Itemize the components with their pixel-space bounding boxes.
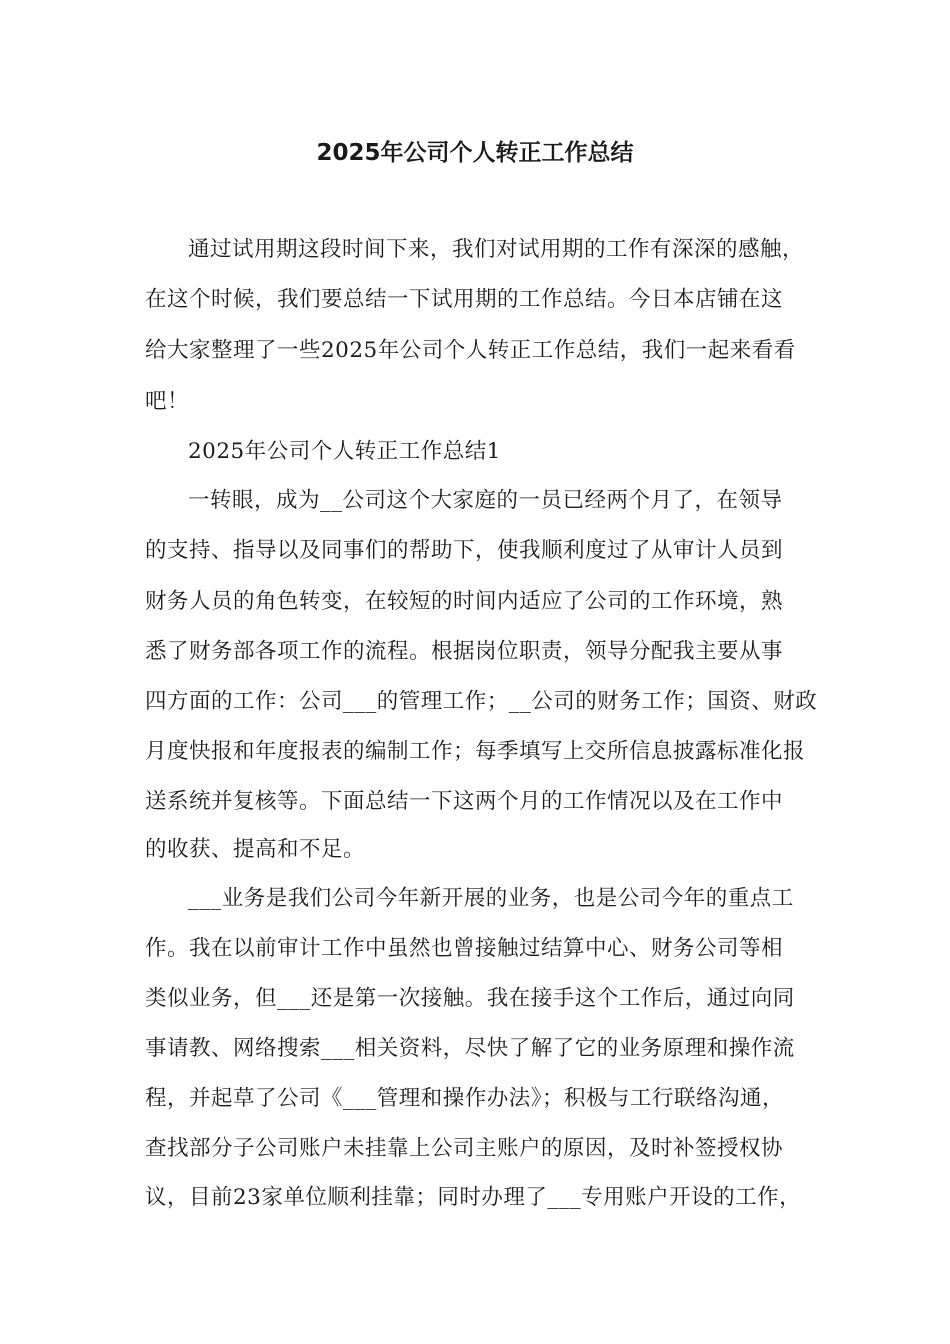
- paragraph-line: 送系统并复核等。下面总结一下这两个月的工作情况以及在工作中: [145, 789, 784, 814]
- paragraph-line: 类似业务，但___还是第一次接触。我在接手这个工作后，通过向同: [145, 986, 795, 1011]
- paragraph-line: 吧！: [145, 389, 190, 414]
- paragraph-line: 四方面的工作：公司___的管理工作；__公司的财务工作；国资、财政: [145, 689, 818, 714]
- paragraph-line: 作。我在以前审计工作中虽然也曾接触过结算中心、财务公司等相: [145, 936, 784, 961]
- paragraph-line: ___业务是我们公司今年新开展的业务，也是公司今年的重点工: [188, 886, 794, 911]
- paragraph-line: 的收获、提高和不足。: [145, 837, 366, 862]
- paragraph-line: 财务人员的角色转变，在较短的时间内适应了公司的工作环境，熟: [145, 589, 784, 614]
- paragraph-line: 给大家整理了一些2025年公司个人转正工作总结，我们一起来看看: [145, 338, 796, 363]
- paragraph-line: 一转眼，成为__公司这个大家庭的一员已经两个月了，在领导: [188, 488, 783, 513]
- paragraph-line: 月度快报和年度报表的编制工作；每季填写上交所信息披露标准化报: [145, 739, 806, 764]
- paragraph-line: 议，目前23家单位顺利挂靠；同时办理了___专用账户开设的工作，: [145, 1185, 802, 1210]
- paragraph-line: 查找部分子公司账户未挂靠上公司主账户的原因，及时补签授权协: [145, 1136, 784, 1161]
- paragraph-line: 事请教、网络搜索___相关资料，尽快了解了它的业务原理和操作流: [145, 1036, 795, 1061]
- paragraph-line: 的支持、指导以及同事们的帮助下，使我顺利度过了从审计人员到: [145, 538, 784, 563]
- paragraph-line: 悉了财务部各项工作的流程。根据岗位职责，领导分配我主要从事: [145, 639, 784, 664]
- document-title: 2025年公司个人转正工作总结: [316, 140, 634, 166]
- paragraph-line: 通过试用期这段时间下来，我们对试用期的工作有深深的感触，: [188, 237, 805, 262]
- paragraph-line: 在这个时候，我们要总结一下试用期的工作总结。今日本店铺在这: [145, 287, 784, 312]
- paragraph-line: 程，并起草了公司《___管理和操作办法》；积极与工行联络沟通，: [145, 1086, 785, 1111]
- section-heading: 2025年公司个人转正工作总结1: [188, 439, 501, 464]
